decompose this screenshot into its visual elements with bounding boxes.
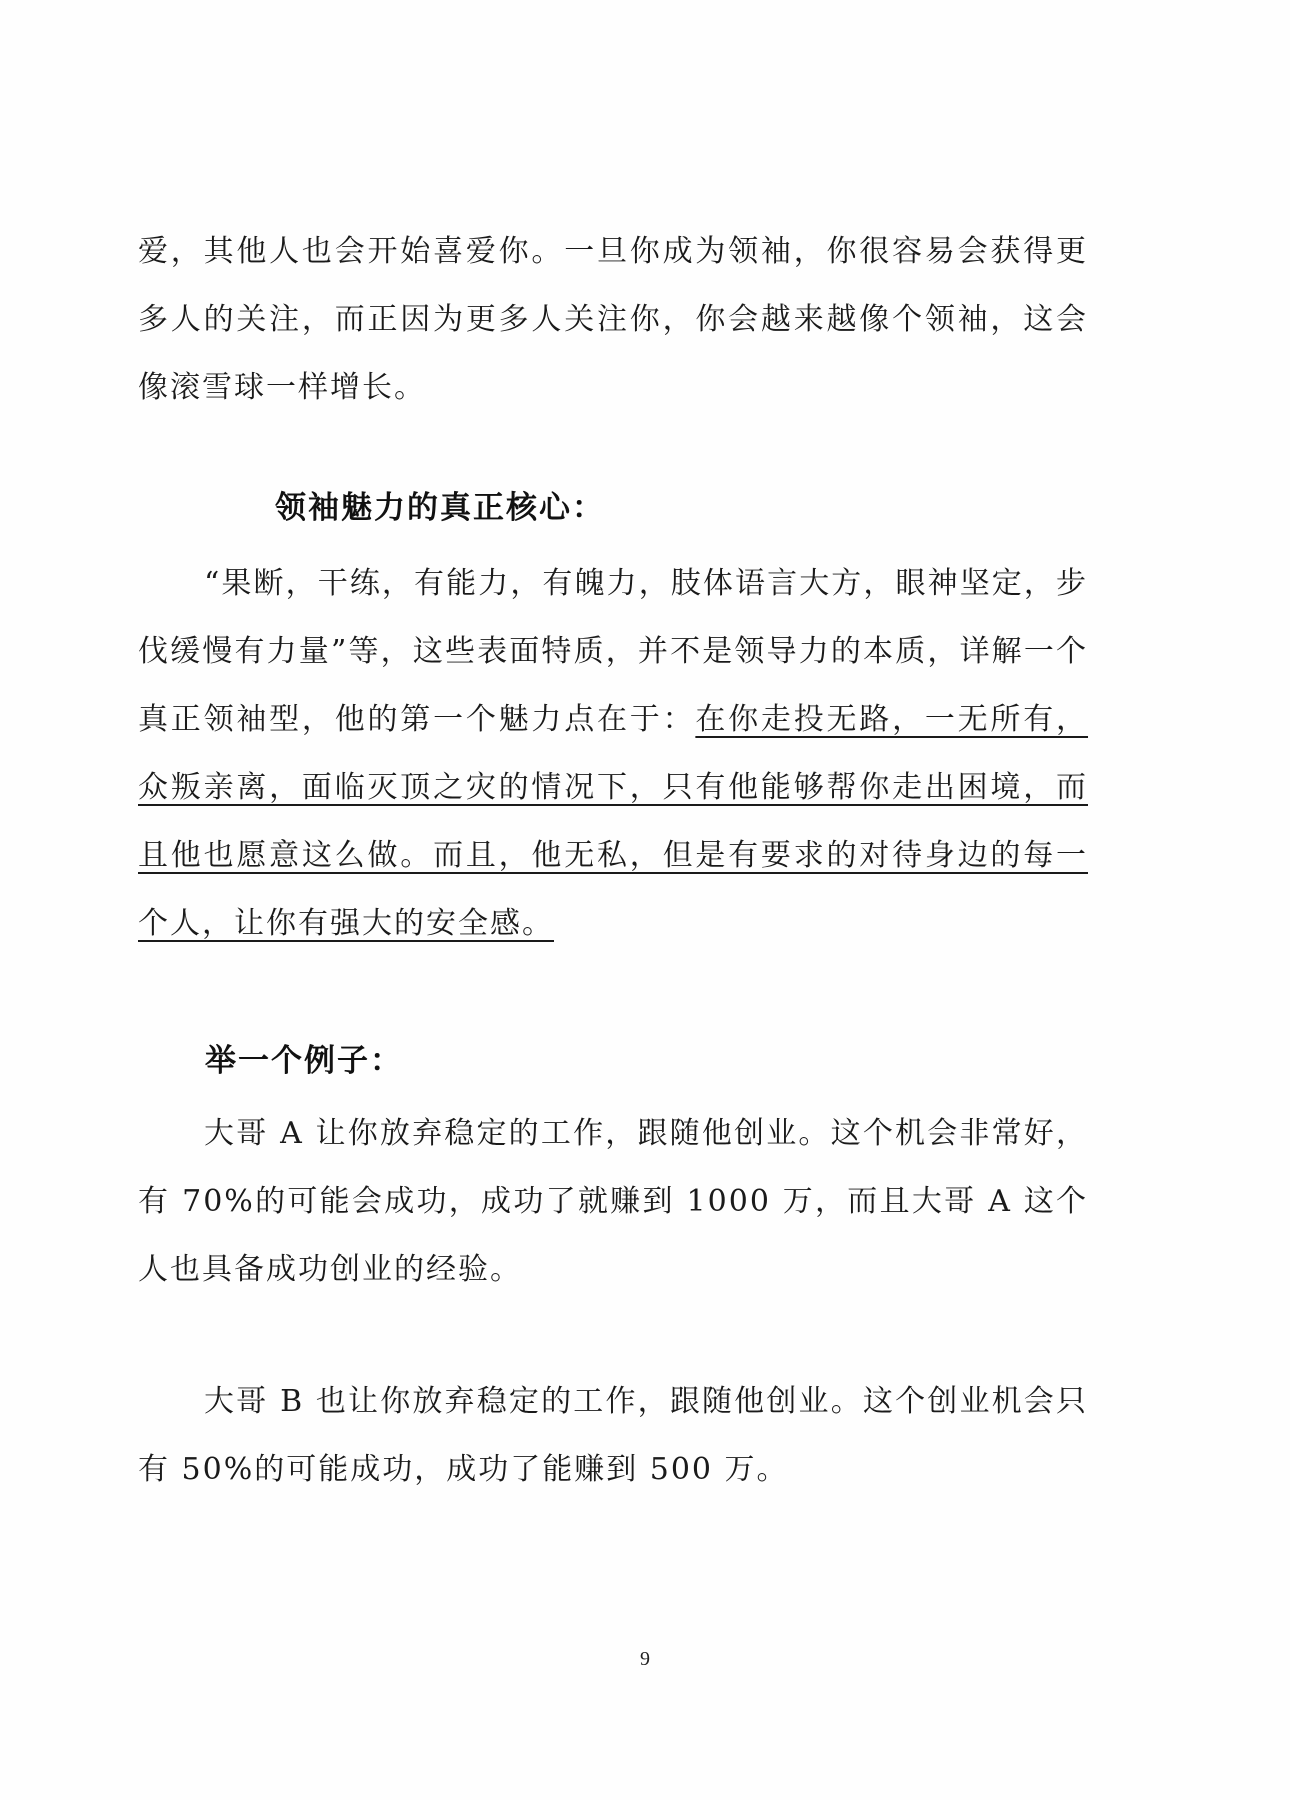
paragraph-core <box>138 550 1088 958</box>
paragraph-example-b: 大哥 B 也让你放弃稳定的工作，跟随他创业。这个创业机会只有 50%的可能成功，成功了能赚到 500 万。 <box>138 1384 1088 1487</box>
paragraph-example-a: 大哥 A 让你放弃稳定的工作，跟随他创业。这个机会非常好，有 70%的可能会成功，成功了就赚到 1000 万，而且大哥 A 这个人也具备成功创业的经验。 <box>138 1116 1088 1287</box>
paragraph-intro: 爱，其他人也会开始喜爱你。一旦你成为领袖，你很容易会获得更多人的关注，而正因为更多人关注你，你会越来越像个领袖，这会像滚雪球一样增长。 <box>138 234 1088 405</box>
section-heading-example: 举一个例子： <box>205 1043 403 1079</box>
page-number: 9 <box>640 1648 650 1670</box>
paragraph-core-underlined-text: 在你走投无路，一无所有，众叛亲离，面临灭顶之灾的情况下，只有他能够帮你走出困境，而且他也愿意这么做。而且，他无私，但是有要求的对待身边的每一个人，让你有强大的安全感。 <box>138 702 1089 941</box>
paragraph-core-plain-text: “果断，干练，有能力，有魄力，肢体语言大方，眼神坚定，步伐缓慢有力量”等，这些表面特质，并不是领导力的本质，详解一个真正领袖型，他的第一个魅力点在于： <box>138 566 1088 737</box>
section-heading-core: 领袖魅力的真正核心： <box>275 490 605 526</box>
